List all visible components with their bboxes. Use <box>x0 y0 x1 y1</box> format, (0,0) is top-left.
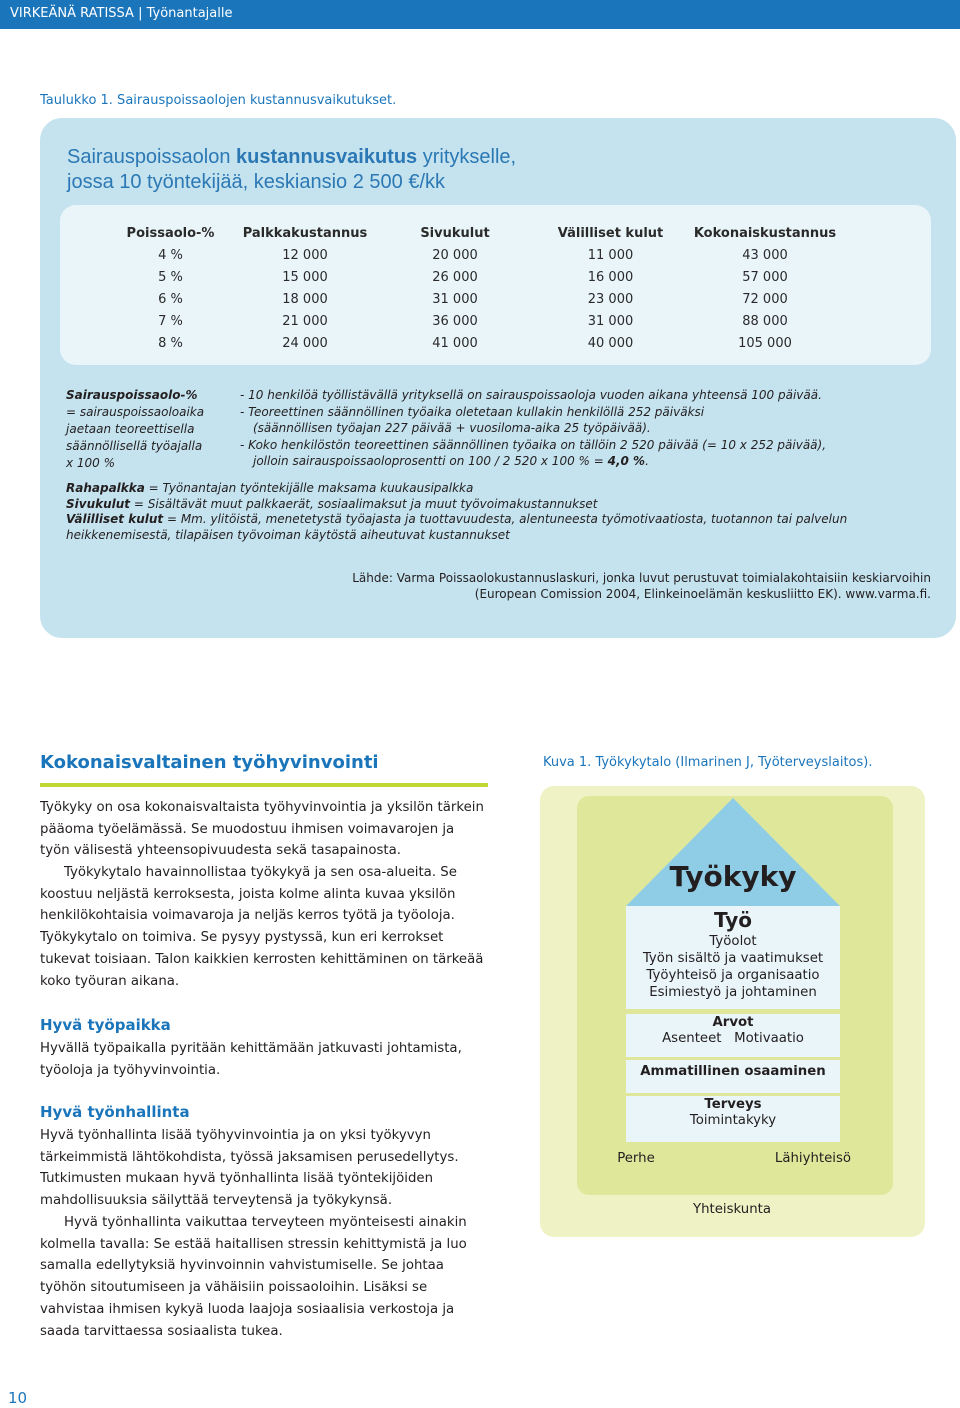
glossary-term: Välilliset kulut <box>66 512 164 526</box>
table-cell: 43 000 <box>742 247 788 263</box>
subheading-good-workplace: Hyvä työpaikka <box>40 1016 171 1034</box>
table-cell: 57 000 <box>742 269 788 285</box>
table-cell: 15 000 <box>282 269 328 285</box>
table-row <box>108 266 842 288</box>
source-line: (European Comission 2004, Elinkeinoelämän keskusliitto EK). www.varma.fi. <box>474 587 931 601</box>
table-cell: 20 000 <box>432 247 478 263</box>
calculation-notes <box>240 387 930 470</box>
floor-competence-title: Ammatillinen osaaminen <box>640 1064 826 1079</box>
definition-term: Sairauspoissaolo-% <box>66 388 198 402</box>
label-society: Yhteiskunta <box>692 1202 772 1217</box>
title-part2: yritykselle, <box>417 146 517 168</box>
table-cell: 12 000 <box>282 247 328 263</box>
table-caption: Taulukko 1. Sairauspoissaolojen kustannusvaikutukset. <box>40 93 397 108</box>
table-row <box>108 288 842 310</box>
title-line2: jossa 10 työntekijää, keskiansio 2 500 €/kk <box>67 171 445 193</box>
glossary-item <box>66 497 936 513</box>
floor-work-item: Työolot <box>709 934 757 949</box>
page-number: 10 <box>8 1389 28 1407</box>
table-cell: 5 % <box>158 269 183 285</box>
note-end: . <box>645 454 649 468</box>
title-bold: kustannusvaikutus <box>236 146 418 168</box>
table-cell: 72 000 <box>742 291 788 307</box>
floor-work-item: Työn sisältö ja vaatimukset <box>642 951 824 966</box>
table-row <box>108 244 842 266</box>
paragraph: Hyvä työnhallinta lisää työhyvinvointia ja on yksi työkyvyn tärkeimmistä lähtökohdista, työssä jaksamisen perusedellytys. Tutkimusten mukaan hyvä työnhallinta lisää työntekijöiden mahdollisuuksia säilyttää terveytensä ja työkykynsä. <box>40 1128 459 1209</box>
glossary-term: Rahapalkka <box>66 481 145 495</box>
table-header-cell: Välilliset kulut <box>557 225 664 241</box>
glossary-def: = Sisältävät muut palkkaerät, sosiaalimaksut ja muut työvoimakustannukset <box>130 496 598 511</box>
panel-title <box>67 145 516 195</box>
note-text: jolloin sairauspoissaoloprosentti on 100 / 2 520 x 100 % = <box>253 454 608 468</box>
glossary-item <box>66 512 936 543</box>
header-title: VIRKEÄNÄ RATISSA | Työnantajalle <box>10 6 233 21</box>
glossary-def: = Mm. ylitöistä, menetetystä työajasta ja tuottavuudesta, alentuneesta työmotivaatiosta, tuotannon tai palvelun heikkenemisestä, tilapäisen työvoiman käytöstä aiheutuvat kustannukset <box>66 512 848 542</box>
note-line: - Teoreettinen säännöllinen työaika oletetaan kullakin henkilöllä 252 päiväksi <box>240 404 705 419</box>
heading-rule <box>40 783 488 787</box>
table-header-row <box>108 222 842 244</box>
table-cell: 18 000 <box>282 291 328 307</box>
table-cell: 11 000 <box>587 247 634 263</box>
table-cell: 26 000 <box>432 269 478 285</box>
table-cell: 23 000 <box>587 291 634 307</box>
figure-caption: Kuva 1. Työkykytalo (Ilmarinen J, Työterveyslaitos). <box>543 755 873 770</box>
paragraph: Hyvä työnhallinta vaikuttaa terveyteen myönteisesti ainakin kolmella tavalla: Se estää haitallisen stressin kehittymistä ja luo samalla edellytyksiä hyvinvoinnin vahvistumiselle. Se johtaa työhön sitoutumiseen ja vähäisiin poissaoloihin. Lisäksi se vahvistaa ihmisen kykyä luoda laajoja sosiaalisia verkostoja ja saada tarvittaessa sosiaalista tukea. <box>40 1215 467 1339</box>
definition-term-block <box>66 387 236 472</box>
table-cell: 88 000 <box>742 313 788 329</box>
table-cell: 31 000 <box>587 313 634 329</box>
source-line: Lähde: Varma Poissaolokustannuslaskuri, jonka luvut perustuvat toimialakohtaisiin keskiarvoihin <box>352 571 931 585</box>
floor-values-items: Asenteet Motivaatio <box>662 1031 804 1046</box>
paragraph: Työkykytalo havainnollistaa työkykyä ja sen osa-alueita. Se koostuu neljästä kerroksesta, joista kolme alinta kuvaa yksilön henkilökohtaisia voimavaroja ja neljäs kerros työtä ja työoloja. Työkykytalo on toimiva. Se pysyy pystyssä, kun eri kerrokset tukevat toisiaan. Talon kaikkien kerrosten kehittäminen on tärkeää koko työuran aikana. <box>40 865 484 989</box>
table-cell: 41 000 <box>432 335 478 351</box>
note-result: 4,0 % <box>607 454 646 468</box>
subheading-work-control: Hyvä työnhallinta <box>40 1103 190 1121</box>
table-header-cell: Poissaolo-% <box>126 225 215 241</box>
table-cell: 7 % <box>158 313 183 329</box>
source-note <box>300 570 931 602</box>
cost-panel <box>40 118 956 638</box>
floor-values-title: Arvot <box>712 1015 754 1030</box>
label-community: Lähiyhteisö <box>774 1151 852 1166</box>
glossary-def: = Työnantajan työntekijälle maksama kuukausipalkka <box>144 481 474 495</box>
glossary-item <box>66 481 936 497</box>
paragraph: Työkyky on osa kokonaisvaltaista työhyvinvointia ja yksilön tärkein pääoma työelämässä. Se muodostuu ihmisen voimavarojen ja työn välisestä yhteensopivuudesta sekä tasapainosta. <box>40 800 484 859</box>
definition-line: = sairauspoissaoloaika <box>66 405 205 419</box>
label-family: Perhe <box>617 1151 655 1166</box>
table-cell: 40 000 <box>587 335 634 351</box>
definition-line: jaetaan teoreettisella <box>66 422 195 436</box>
title-part1: Sairauspoissaolon <box>67 146 236 168</box>
paragraph: Hyvällä työpaikalla pyritään kehittämään jatkuvasti johtamista, työoloja ja työhyvinvointia. <box>40 1041 462 1078</box>
note-line: (säännöllisen työajan 227 päivää + vuosiloma-aika 25 työpäivää). <box>253 421 651 435</box>
note-line <box>240 453 930 470</box>
roof-label: Työkyky <box>669 860 797 893</box>
table-cell: 31 000 <box>432 291 478 307</box>
table-cell: 6 % <box>158 291 183 307</box>
floor-work-item: Työyhteisö ja organisaatio <box>646 968 820 983</box>
table-cell: 36 000 <box>432 313 478 329</box>
table-header-cell: Palkkakustannus <box>242 225 368 241</box>
table-cell: 24 000 <box>282 335 328 351</box>
definition-line: x 100 % <box>66 456 116 470</box>
table-row <box>108 332 842 354</box>
floor-work-item: Esimiestyö ja johtaminen <box>649 985 817 1000</box>
glossary-term: Sivukulut <box>66 496 131 511</box>
note-line: - 10 henkilöä työllistävällä yrityksellä on sairauspoissaoloja vuoden aikana yhteensä 100 päivää. <box>240 388 822 402</box>
floor-health-item: Toimintakyky <box>689 1113 777 1128</box>
table-header-cell: Kokonaiskustannus <box>693 225 837 241</box>
cost-table <box>108 222 842 354</box>
table-header-cell: Sivukulut <box>420 225 490 241</box>
floor-work-items <box>626 933 840 1001</box>
floor-health-title: Terveys <box>704 1097 762 1112</box>
note-line: - Koko henkilöstön teoreettinen säännöllinen työaika on tällöin 2 520 päivää (= 10 x 252 päivää), <box>240 437 827 452</box>
glossary <box>66 481 936 543</box>
floor-work-title: Työ <box>713 908 753 932</box>
section-heading: Kokonaisvaltainen työhyvinvointi <box>40 752 379 773</box>
table-cell: 105 000 <box>738 335 792 351</box>
table-cell: 4 % <box>158 247 183 263</box>
definition-line: säännöllisellä työajalla <box>66 439 203 453</box>
table-cell: 21 000 <box>282 313 328 329</box>
table-cell: 8 % <box>158 335 183 351</box>
table-cell: 16 000 <box>587 269 634 285</box>
work-ability-house-diagram <box>540 786 925 1237</box>
table-row <box>108 310 842 332</box>
